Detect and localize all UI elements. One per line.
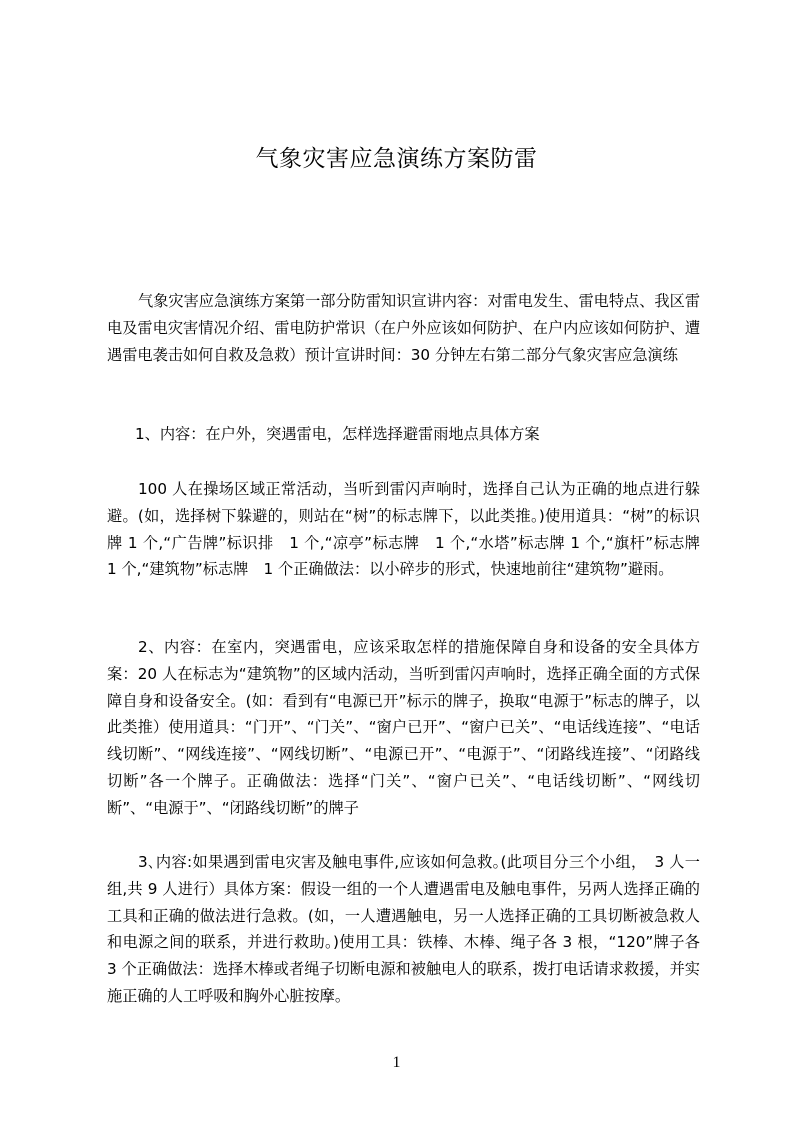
paragraph-item-1-detail: 100 人在操场区域正常活动，当听到雷闪声响时，选择自己认为正确的地点进行躲避。(如，选择树下躲避的，则站在“树”的标志牌下，以此类推。)使用道具：“树”的标识牌 1 个,“广告牌”标识排 1 个,“凉亭”标志牌 1 个,“水塔”标志牌 1 个,“旗杆”标志牌 1 个,“建筑物”标志牌 1 个正确做法：以小碎步的形式，快速地前往“建筑物”避雨。 xyxy=(107,480,716,579)
paragraph-item-1-heading: 1、内容：在户外，突遇雷电，怎样选择避雷雨地点具体方案 xyxy=(135,425,540,443)
paragraph-item-2: 2、内容：在室内，突遇雷电，应该采取怎样的措施保障自身和设备的安全具体方案：20 人在标志为“建筑物”的区域内活动，当听到雷闪声响时，选择正确全面的方式保障自身和设备安全。(如：看到有“电源已开”标示的牌子，换取“电源于”标志的牌子，以此类推）使用道具：“门开”、“门关”、“窗户已开”、“窗户已关”、“电话线连接”、“电话线切断”、“网线连接”、“网线切断”、“电源已开”、“电源于”、“闭路线连接”、“闭路线切断”各一个牌子。正确做法：选择“门关”、“窗户已关”、“电话线切断”、“网线切断”、“电源于”、“闭路线切断”的牌子 xyxy=(107,638,700,817)
paragraph-item-3: 3､内容:如果遇到雷电灾害及触电事件,应该如何急救｡(此项目分三个小组， 3 人一组,共 9 人进行）具体方案：假设一组的一个人遭遇雷电及触电事件，另两人选择正确的工具和正确的做法进行急救。(如，一人遭遇触电，另一人选择正确的工具切断被急救人和电源之间的联系，并进行救助。)使用工具：铁棒、木棒、绳子各 3 根，“120”牌子各 3 个正确做法：选择木棒或者绳子切断电源和被触电人的联系，拨打电话请求救援，并实施正确的人工呼吸和胸外心脏按摩。 xyxy=(107,853,716,1005)
page-number: 1 xyxy=(392,1054,401,1071)
document-title: 气象灾害应急演练方案防雷 xyxy=(255,146,538,172)
paragraph-intro: 气象灾害应急演练方案第一部分防雷知识宣讲内容：对雷电发生、雷电特点、我区雷电及雷电灾害情况介绍、雷电防护常识（在户外应该如何防护、在户内应该如何防护、遭遇雷电袭击如何自救及急救）预计宣讲时间：30 分钟左右第二部分气象灾害应急演练 xyxy=(107,292,700,364)
